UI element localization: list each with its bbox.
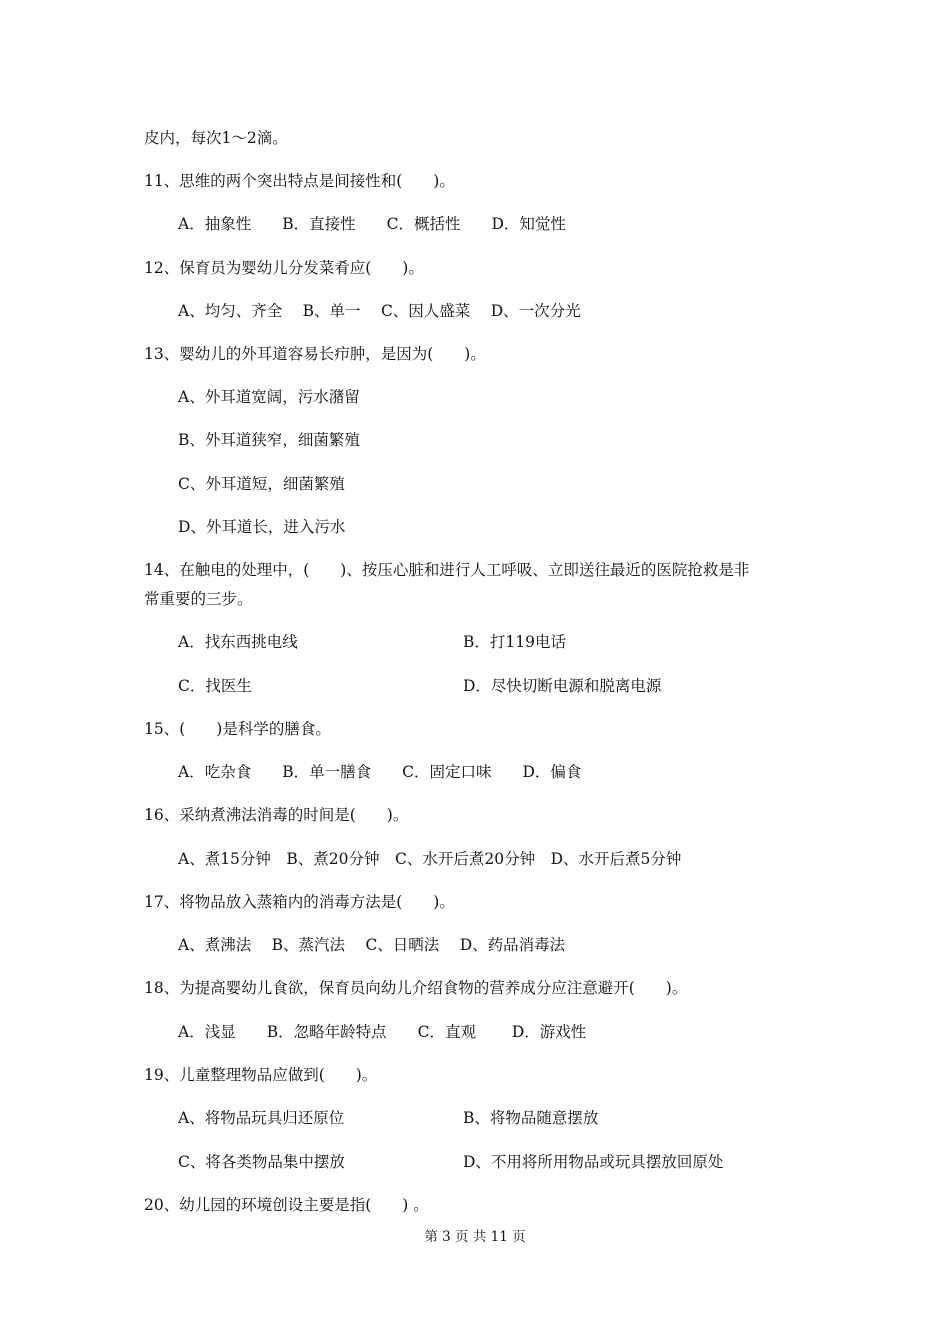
question-14-stem: 14、在触电的处理中，( )、按压心脏和进行人工呼吸、立即送往最近的医院抢救是非 <box>144 561 750 579</box>
question-12-options: A、均匀、齐全 B、单一 C、因人盛菜 D、一次分光 <box>178 302 581 320</box>
question-19-option-d: D、不用将所用物品或玩具摆放回原处 <box>463 1153 724 1171</box>
question-15-stem: 15、( )是科学的膳食。 <box>144 720 331 738</box>
question-14-stem-continuation: 常重要的三步。 <box>144 590 253 608</box>
paragraph-continuation: 皮内，每次1～2滴。 <box>144 129 288 147</box>
question-19-option-b: B、将物品随意摆放 <box>463 1109 599 1127</box>
question-13-option-c: C、外耳道短，细菌繁殖 <box>178 475 345 493</box>
question-16-options: A、煮15分钟 B、煮20分钟 C、水开后煮20分钟 D、水开后煮5分钟 <box>178 850 682 868</box>
question-14-option-a: A．找东西挑电线 <box>178 633 298 651</box>
question-14-option-d: D．尽快切断电源和脱离电源 <box>463 677 662 695</box>
question-13-option-a: A、外耳道宽阔，污水潴留 <box>178 388 360 406</box>
question-18-stem: 18、为提高婴幼儿食欲，保育员向幼儿介绍食物的营养成分应注意避开( )。 <box>144 979 688 997</box>
question-20-stem: 20、幼儿园的环境创设主要是指( ) 。 <box>144 1196 429 1214</box>
question-17-options: A、煮沸法 B、蒸汽法 C、日晒法 D、药品消毒法 <box>178 936 566 954</box>
question-11-options: A．抽象性 B．直接性 C．概括性 D．知觉性 <box>178 215 566 233</box>
question-19-option-c: C、将各类物品集中摆放 <box>178 1153 345 1171</box>
question-13-stem: 13、婴幼儿的外耳道容易长疖肿，是因为( )。 <box>144 345 486 363</box>
question-16-stem: 16、采纳煮沸法消毒的时间是( )。 <box>144 806 409 824</box>
question-17-stem: 17、将物品放入蒸箱内的消毒方法是( )。 <box>144 893 455 911</box>
question-13-option-d: D、外耳道长，进入污水 <box>178 518 346 536</box>
question-14-option-b: B．打119电话 <box>463 633 566 651</box>
question-12-stem: 12、保育员为婴幼儿分发菜肴应( )。 <box>144 259 424 277</box>
question-13-option-b: B、外耳道狭窄，细菌繁殖 <box>178 431 360 449</box>
question-14-option-c: C．找医生 <box>178 677 252 695</box>
question-18-options: A．浅显 B．忽略年龄特点 C．直观 D．游戏性 <box>178 1023 587 1041</box>
page-footer: 第 3 页 共 11 页 <box>424 1229 526 1245</box>
question-15-options: A．吃杂食 B．单一膳食 C．固定口味 D．偏食 <box>178 763 582 781</box>
question-19-option-a: A、将物品玩具归还原位 <box>178 1109 345 1127</box>
question-11-stem: 11、思维的两个突出特点是间接性和( )。 <box>144 172 455 190</box>
question-19-stem: 19、儿童整理物品应做到( )。 <box>144 1066 378 1084</box>
